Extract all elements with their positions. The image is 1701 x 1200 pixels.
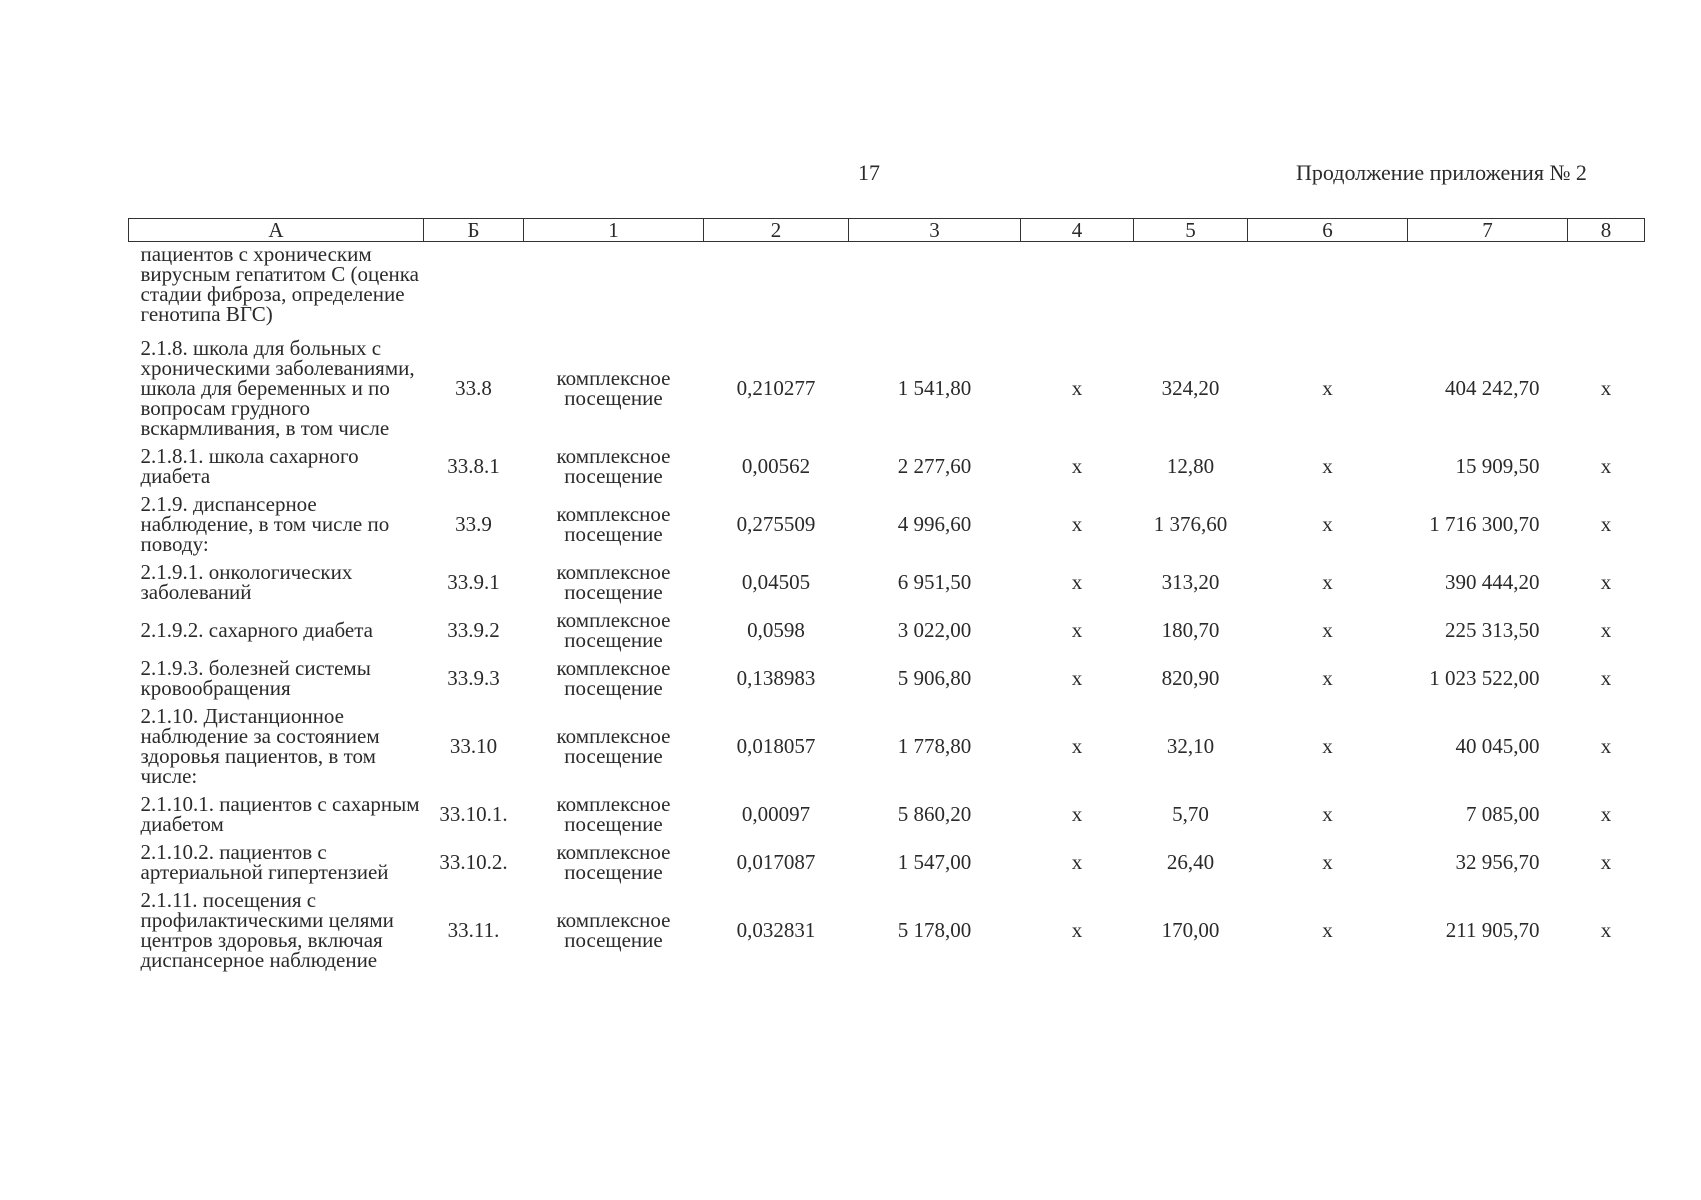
row-code-cell: 33.10 [449, 734, 498, 758]
row-col-5-cell: 820,90 [1161, 666, 1220, 690]
table-row [129, 242, 1645, 335]
row-unit-cell [524, 242, 704, 335]
row-col-8-cell: х [1600, 512, 1612, 536]
column-header: 3 [849, 219, 1021, 242]
row-col-6-cell: х [1322, 850, 1333, 874]
row-unit-cell: комплексное посещение [556, 792, 671, 836]
row-col-7-cell: 1 023 522,00 [1429, 666, 1540, 690]
row-col-2-cell: 0,138983 [736, 666, 816, 690]
row-col-4-cell: х [1071, 376, 1083, 400]
row-col-5-cell: 32,10 [1166, 734, 1215, 758]
row-name-cell: 2.1.10.1. пациентов с сахарным диабетом [140, 792, 420, 836]
row-code-cell: 33.9.2 [447, 618, 500, 642]
row-col-8-cell: х [1600, 376, 1612, 400]
row-col-7-cell: 390 444,20 [1445, 570, 1540, 594]
row-col-4-cell: х [1071, 570, 1083, 594]
row-col-6-cell: х [1322, 454, 1333, 478]
row-col-7-cell: 225 313,50 [1445, 618, 1540, 642]
row-col-2-cell: 0,210277 [736, 376, 816, 400]
row-col-5-cell: 324,20 [1161, 376, 1220, 400]
row-col-6-cell: х [1322, 918, 1333, 942]
row-col-6-cell: х [1322, 666, 1333, 690]
row-col-7-cell: 211 905,70 [1445, 918, 1540, 942]
row-code-cell: 33.8 [455, 376, 492, 400]
row-unit-cell: комплексное посещение [556, 656, 671, 700]
row-col-8-cell: х [1600, 618, 1612, 642]
row-col-2-cell: 0,00562 [741, 454, 811, 478]
row-code-cell: 33.9.1 [447, 570, 500, 594]
table-row [129, 442, 1645, 490]
row-col-5-cell: 1 376,60 [1153, 512, 1228, 536]
row-col-3-cell: 5 178,00 [897, 918, 972, 942]
row-col-6-cell: х [1322, 570, 1333, 594]
row-col-3-cell: 6 951,50 [897, 570, 972, 594]
row-col-3-cell: 3 022,00 [897, 618, 972, 642]
row-col-7-cell: 32 956,70 [1455, 850, 1540, 874]
row-col-8-cell: х [1600, 802, 1612, 826]
table-header [129, 219, 1645, 242]
row-unit-cell: комплексное посещение [556, 560, 671, 604]
row-col-4-cell [1021, 242, 1134, 335]
row-col-3-cell [849, 242, 1021, 335]
row-unit-cell: комплексное посещение [556, 840, 671, 884]
row-col-2-cell: 0,0598 [747, 618, 805, 642]
row-col-3-cell: 1 778,80 [897, 734, 972, 758]
row-col-6-cell: х [1322, 734, 1333, 758]
row-col-2-cell [704, 242, 849, 335]
column-header: А [129, 219, 424, 242]
row-name-cell: 2.1.10. Дистанционное наблюдение за состоянием здоровья пациентов, в том числе: [140, 704, 380, 788]
row-code-cell: 33.8.1 [447, 454, 500, 478]
table-row [129, 886, 1645, 974]
row-col-5-cell: 12,80 [1166, 454, 1215, 478]
row-col-3-cell: 5 860,20 [897, 802, 972, 826]
row-col-5-cell: 170,00 [1161, 918, 1220, 942]
row-col-4-cell: х [1071, 618, 1083, 642]
row-col-7-cell [1408, 242, 1568, 335]
row-name-cell: 2.1.9.2. сахарного диабета [140, 618, 373, 642]
row-name-cell: пациентов с хроническим вирусным гепатитом С (оценка стадии фиброза, определение генотипа ВГС) [140, 242, 419, 326]
row-col-6-cell: х [1322, 618, 1333, 642]
row-unit-cell: комплексное посещение [556, 608, 671, 652]
continuation-label: Продолжение приложения № 2 [1296, 160, 1587, 185]
row-col-5-cell: 5,70 [1172, 802, 1209, 826]
row-col-8-cell: х [1600, 454, 1612, 478]
row-col-7-cell: 40 045,00 [1455, 734, 1540, 758]
row-col-4-cell: х [1071, 734, 1083, 758]
row-col-6-cell: х [1322, 802, 1333, 826]
table-row [129, 838, 1645, 886]
table-row [129, 558, 1645, 606]
row-name-cell: 2.1.9.3. болезней системы кровообращения [140, 656, 371, 700]
row-col-8-cell: х [1600, 570, 1612, 594]
column-header: 6 [1248, 219, 1408, 242]
row-col-5-cell [1134, 242, 1248, 335]
row-code-cell: 33.10.2. [439, 850, 508, 874]
row-code-cell: 33.10.1. [439, 802, 508, 826]
row-col-8-cell: х [1600, 734, 1612, 758]
row-col-8-cell: х [1600, 918, 1612, 942]
row-col-3-cell: 5 906,80 [897, 666, 972, 690]
row-col-6-cell: х [1322, 512, 1333, 536]
row-col-2-cell: 0,032831 [736, 918, 816, 942]
row-col-4-cell: х [1071, 512, 1083, 536]
row-unit-cell: комплексное посещение [556, 724, 671, 768]
table-row [129, 702, 1645, 790]
row-col-2-cell: 0,00097 [741, 802, 811, 826]
table-row [129, 490, 1645, 558]
row-unit-cell: комплексное посещение [556, 502, 671, 546]
table-row [129, 606, 1645, 654]
column-header: Б [424, 219, 524, 242]
row-unit-cell: комплексное посещение [556, 444, 671, 488]
row-col-4-cell: х [1071, 666, 1083, 690]
row-col-4-cell: х [1071, 454, 1083, 478]
row-col-8-cell [1568, 242, 1645, 335]
table-row [129, 790, 1645, 838]
row-code-cell: 33.9 [455, 512, 492, 536]
row-code-cell: 33.11. [447, 918, 500, 942]
row-col-5-cell: 180,70 [1161, 618, 1220, 642]
row-col-3-cell: 4 996,60 [897, 512, 972, 536]
row-code-cell [424, 242, 524, 335]
column-header: 5 [1134, 219, 1248, 242]
row-name-cell: 2.1.8. школа для больных с хроническими заболеваниями, школа для беременных и по вопросам грудного вскармливания, в том числе [140, 336, 415, 440]
row-col-3-cell: 2 277,60 [897, 454, 972, 478]
row-unit-cell: комплексное посещение [556, 366, 671, 410]
row-col-7-cell: 404 242,70 [1445, 376, 1540, 400]
row-code-cell: 33.9.3 [447, 666, 500, 690]
row-col-2-cell: 0,275509 [736, 512, 816, 536]
row-col-6-cell: х [1322, 376, 1333, 400]
row-col-7-cell: 15 909,50 [1455, 454, 1540, 478]
row-col-2-cell: 0,018057 [736, 734, 816, 758]
row-col-8-cell: х [1600, 666, 1612, 690]
column-header: 4 [1021, 219, 1134, 242]
data-table [128, 218, 1645, 974]
table-header-row [129, 219, 1645, 242]
column-header: 7 [1408, 219, 1568, 242]
table-row [129, 334, 1645, 442]
row-col-3-cell: 1 547,00 [897, 850, 972, 874]
column-header: 2 [704, 219, 849, 242]
row-col-2-cell: 0,017087 [736, 850, 816, 874]
row-unit-cell: комплексное посещение [556, 908, 671, 952]
row-col-7-cell: 7 085,00 [1466, 802, 1540, 826]
row-col-5-cell: 313,20 [1161, 570, 1220, 594]
table-row [129, 654, 1645, 702]
row-col-6-cell [1248, 242, 1408, 335]
page-number: 17 [858, 160, 880, 185]
row-name-cell: 2.1.11. посещения с профилактическими целями центров здоровья, включая диспансерное наблюдение [140, 888, 394, 972]
column-header: 1 [524, 219, 704, 242]
row-col-4-cell: х [1071, 918, 1083, 942]
row-name-cell: 2.1.9. диспансерное наблюдение, в том числе по поводу: [140, 492, 390, 556]
row-col-2-cell: 0,04505 [741, 570, 811, 594]
row-col-4-cell: х [1071, 850, 1083, 874]
row-col-8-cell: х [1600, 850, 1612, 874]
row-name-cell: 2.1.9.1. онкологических заболеваний [140, 560, 353, 604]
table-body [129, 242, 1645, 975]
row-name-cell: 2.1.10.2. пациентов с артериальной гипертензией [140, 840, 389, 884]
row-name-cell: 2.1.8.1. школа сахарного диабета [140, 444, 359, 488]
column-header: 8 [1568, 219, 1645, 242]
row-col-5-cell: 26,40 [1166, 850, 1215, 874]
row-col-4-cell: х [1071, 802, 1083, 826]
row-col-7-cell: 1 716 300,70 [1429, 512, 1540, 536]
row-col-3-cell: 1 541,80 [897, 376, 972, 400]
